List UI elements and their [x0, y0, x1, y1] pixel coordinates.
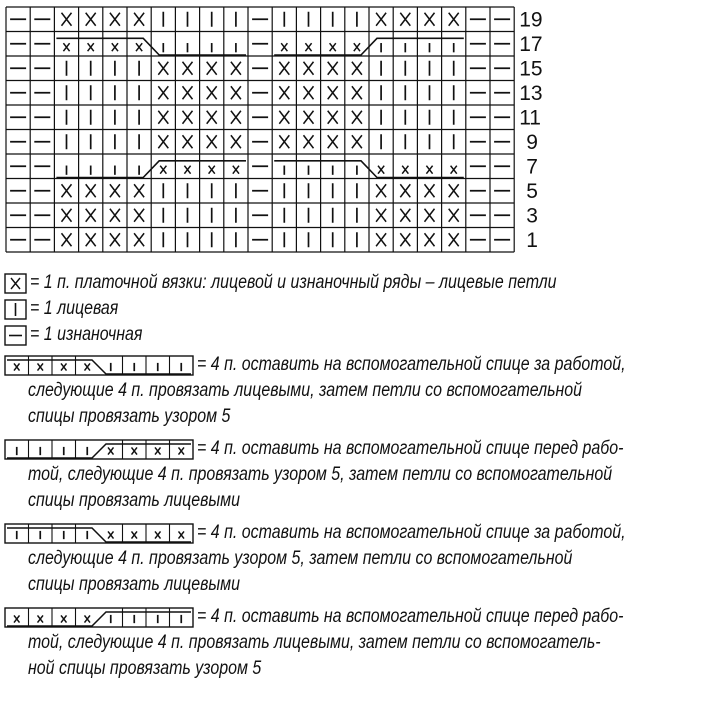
chart-cell — [376, 233, 386, 246]
chart-cell — [400, 209, 410, 222]
garter-mark — [62, 233, 72, 246]
garter-mark — [400, 233, 410, 246]
cable-d-symbol-icon — [4, 607, 204, 629]
legend-knit-text: = 1 лицевая — [30, 298, 119, 319]
cable-b-symbol-icon — [4, 439, 204, 461]
row-number: 1 — [526, 228, 538, 252]
chart-cell — [451, 166, 457, 174]
garter-mark — [279, 135, 289, 148]
chart-cell — [449, 184, 459, 197]
chart-cell — [330, 43, 336, 51]
garter-mark — [279, 62, 289, 75]
chart-cell — [425, 233, 435, 246]
row-number: 17 — [519, 32, 543, 56]
garter-mark — [62, 209, 72, 222]
garter-mark — [110, 209, 120, 222]
row-number: 3 — [526, 204, 538, 228]
garter-mark — [400, 209, 410, 222]
chart-cell — [304, 86, 314, 99]
cable-x-mark — [136, 43, 142, 51]
chart-cell — [328, 62, 338, 75]
legend-purl-text: = 1 изнаночная — [30, 324, 143, 345]
chart-cell — [63, 43, 69, 51]
garter-mark — [231, 111, 241, 124]
chart-cell — [231, 62, 241, 75]
chart-cell — [86, 233, 96, 246]
chart-cell — [376, 184, 386, 197]
garter-mark — [207, 86, 217, 99]
chart-cell — [62, 13, 72, 26]
chart-cell — [207, 111, 217, 124]
chart-cell — [352, 111, 362, 124]
cable-x-mark — [112, 43, 118, 51]
chart-cell — [209, 166, 215, 174]
garter-mark — [376, 184, 386, 197]
garter-mark — [425, 209, 435, 222]
cable-icon-frame — [5, 608, 193, 627]
garter-mark — [279, 111, 289, 124]
knitting-chart — [0, 0, 720, 262]
row-number: 5 — [526, 179, 538, 203]
garter-mark — [352, 135, 362, 148]
chart-cell — [400, 233, 410, 246]
garter-mark — [134, 184, 144, 197]
legend-cable-a-line1: = 4 п. оставить на вспомогательной спице за работой, — [197, 354, 626, 375]
garter-mark — [231, 135, 241, 148]
garter-mark — [352, 111, 362, 124]
garter-mark — [62, 13, 72, 26]
garter-mark — [158, 86, 168, 99]
chart-cell — [231, 135, 241, 148]
garter-mark — [62, 184, 72, 197]
garter-mark — [110, 13, 120, 26]
garter-mark — [207, 135, 217, 148]
garter-mark — [376, 209, 386, 222]
garter-mark — [449, 233, 459, 246]
cable-x-mark — [184, 166, 190, 174]
cable-x-mark — [426, 166, 432, 174]
garter-mark — [376, 233, 386, 246]
cable-a-symbol-icon — [4, 355, 204, 377]
chart-cell — [110, 209, 120, 222]
garter-mark — [183, 111, 193, 124]
garter-mark — [158, 111, 168, 124]
garter-mark — [158, 62, 168, 75]
chart-cell — [304, 135, 314, 148]
chart-cell — [134, 209, 144, 222]
chart-cell — [328, 111, 338, 124]
cable-x-mark — [209, 166, 215, 174]
chart-cell — [279, 111, 289, 124]
chart-cell — [86, 13, 96, 26]
chart-cell — [158, 86, 168, 99]
row-number: 11 — [519, 106, 542, 130]
garter-mark — [304, 111, 314, 124]
garter-mark — [279, 86, 289, 99]
cable-x-mark — [281, 43, 287, 51]
chart-cell — [88, 43, 94, 51]
row-number: 19 — [519, 8, 543, 32]
garter-mark — [449, 209, 459, 222]
chart-cell — [183, 62, 193, 75]
legend-cable-c-line2: следующие 4 п. провязать узором 5, затем петли со вспомогательной — [28, 548, 573, 569]
cable-x-mark — [451, 166, 457, 174]
chart-cell — [281, 43, 287, 51]
chart-cell — [158, 111, 168, 124]
chart-cell — [86, 184, 96, 197]
garter-mark — [134, 233, 144, 246]
garter-mark — [207, 62, 217, 75]
garter-mark — [304, 135, 314, 148]
chart-cell — [352, 135, 362, 148]
cable-icon-frame — [5, 524, 193, 543]
garter-mark — [304, 62, 314, 75]
garter-mark — [449, 184, 459, 197]
chart-cell — [86, 209, 96, 222]
garter-mark — [425, 184, 435, 197]
chart-cell — [425, 209, 435, 222]
garter-mark — [110, 233, 120, 246]
chart-cell — [328, 135, 338, 148]
garter-mark — [328, 135, 338, 148]
chart-cell — [134, 233, 144, 246]
row-number: 15 — [519, 57, 543, 81]
garter-mark — [207, 111, 217, 124]
garter-mark — [352, 86, 362, 99]
chart-cell — [449, 13, 459, 26]
chart-cell — [183, 135, 193, 148]
chart-cell — [231, 86, 241, 99]
chart-cell — [184, 166, 190, 174]
garter-mark — [352, 62, 362, 75]
chart-cell — [183, 111, 193, 124]
cable-x-mark — [63, 43, 69, 51]
chart-cell — [136, 43, 142, 51]
legend-cable-b-line1: = 4 п. оставить на вспомогательной спице перед рабо- — [197, 438, 624, 459]
chart-cell — [352, 86, 362, 99]
garter-mark — [328, 86, 338, 99]
chart-cell — [354, 43, 360, 51]
row-number: 9 — [526, 130, 538, 154]
chart-cell — [449, 209, 459, 222]
garter-mark — [183, 62, 193, 75]
chart-cell — [112, 43, 118, 51]
cable-x-mark — [378, 166, 384, 174]
chart-cell — [183, 86, 193, 99]
garter-mark — [400, 13, 410, 26]
cable-x-mark — [402, 166, 408, 174]
chart-cell — [352, 62, 362, 75]
garter-mark — [183, 135, 193, 148]
chart-cell — [233, 166, 239, 174]
chart-cell — [304, 62, 314, 75]
row-number: 7 — [526, 155, 538, 179]
legend-cable-d-line1: = 4 п. оставить на вспомогательной спице перед рабо- — [197, 606, 624, 627]
chart-cell — [305, 43, 311, 51]
garter-mark — [158, 135, 168, 148]
chart-cell — [134, 184, 144, 197]
legend-garter-text: = 1 п. платочной вязки: лицевой и изнаночный ряды – лицевые петли — [30, 272, 557, 293]
legend-cable-a-line3: спицы провязать узором 5 — [28, 406, 231, 427]
chart-cell — [279, 86, 289, 99]
garter-mark — [134, 209, 144, 222]
chart-cell — [376, 13, 386, 26]
cable-x-mark — [88, 43, 94, 51]
cable-x-mark — [233, 166, 239, 174]
garter-symbol-icon — [4, 273, 28, 295]
cable-x-mark — [354, 43, 360, 51]
chart-cell — [110, 233, 120, 246]
chart-cell — [62, 233, 72, 246]
legend-cable-b-line3: спицы провязать лицевыми — [28, 490, 240, 511]
chart-cell — [304, 111, 314, 124]
chart-cell — [378, 166, 384, 174]
chart-cell — [207, 62, 217, 75]
chart-cell — [62, 209, 72, 222]
legend-cable-c-line1: = 4 п. оставить на вспомогательной спице за работой, — [197, 522, 626, 543]
chart-cell — [279, 62, 289, 75]
legend-cable-d-line3: ной спицы провязать узором 5 — [28, 658, 262, 679]
chart-cell — [160, 166, 166, 174]
garter-mark — [86, 209, 96, 222]
legend-cable-c-line3: спицы провязать лицевыми — [28, 574, 240, 595]
chart-cell — [425, 13, 435, 26]
garter-mark — [231, 62, 241, 75]
chart-cell — [376, 209, 386, 222]
cable-x-mark — [160, 166, 166, 174]
garter-mark — [376, 13, 386, 26]
purl-symbol-icon — [4, 325, 28, 347]
legend-cable-a-line2: следующие 4 п. провязать лицевыми, затем петли со вспомогательной — [28, 380, 583, 401]
chart-cell — [110, 184, 120, 197]
cable-icon-frame — [5, 440, 193, 459]
garter-mark — [425, 233, 435, 246]
chart-cell — [400, 13, 410, 26]
garter-mark — [110, 184, 120, 197]
garter-mark — [231, 86, 241, 99]
garter-mark — [86, 184, 96, 197]
garter-mark — [86, 233, 96, 246]
legend-cable-d-line2: той, следующие 4 п. провязать лицевыми, затем петли со вспомогатель- — [28, 632, 601, 653]
chart-cell — [134, 13, 144, 26]
chart-cell — [449, 233, 459, 246]
chart-cell — [279, 135, 289, 148]
chart-cell — [425, 184, 435, 197]
garter-mark — [400, 184, 410, 197]
chart-cell — [207, 135, 217, 148]
garter-mark — [183, 86, 193, 99]
cable-c-symbol-icon — [4, 523, 204, 545]
chart-cell — [328, 86, 338, 99]
cable-x-mark — [330, 43, 336, 51]
garter-mark — [304, 86, 314, 99]
row-number: 13 — [519, 81, 543, 105]
cable-icon-frame — [5, 356, 193, 375]
chart-cell — [207, 86, 217, 99]
chart-cell — [158, 62, 168, 75]
cable-x-mark — [305, 43, 311, 51]
chart-cell — [158, 135, 168, 148]
chart-cell — [426, 166, 432, 174]
chart-cell — [402, 166, 408, 174]
garter-mark — [86, 13, 96, 26]
chart-cell — [62, 184, 72, 197]
chart-cell — [400, 184, 410, 197]
garter-mark — [134, 13, 144, 26]
knit-symbol-icon — [4, 299, 28, 321]
garter-mark — [328, 62, 338, 75]
garter-mark — [449, 13, 459, 26]
chart-cell — [231, 111, 241, 124]
garter-mark — [425, 13, 435, 26]
garter-mark — [328, 111, 338, 124]
chart-cell — [110, 13, 120, 26]
legend-cable-b-line2: той, следующие 4 п. провязать узором 5, затем петли со вспомогательной — [28, 464, 613, 485]
